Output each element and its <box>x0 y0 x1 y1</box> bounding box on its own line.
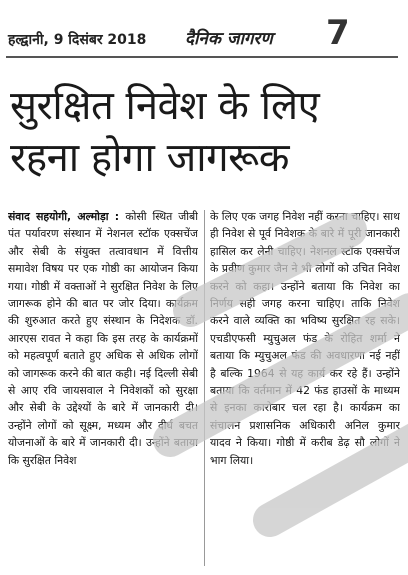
left-column-text: कोसी स्थित जीबी पंत पर्यावरण संस्थान में नेशनल स्टॉक एक्सचेंज और सेबी के संयुक्त तत्वावधान में वित्तीय समावेश विषय पर एक गोष्ठी का आयोजन किया गया। गोष्ठी में वक्ताओं ने सुरक्षित निवेश के लिए जागरूक होने की बात पर जोर दिया। कार्यक्रम की शुरुआत करते हुए संस्थान के निदेशक डॉ. आरएस रावत ने कहा कि इस तरह के कार्यक्रमों को महत्वपूर्ण बताते हुए अधिक से अधिक लोगों को जागरूक करने की बात कही। नई दिल्ली सेबी से आए रवि जायसवाल ने निवेशकों को सुरक्षा और सेबी के उद्देश्यों के बारे में जानकारी दी। उन्होंने लोगों को सूक्ष्म, मध्यम और दीर्घ बचत योजनाओं के बारे में जानकारी दी। उन्होंने बताया कि सुरक्षित निवेश <box>8 210 198 467</box>
edition-date: हल्द्वानी, 9 दिसंबर 2018 <box>8 32 147 48</box>
article-column-right <box>210 208 400 570</box>
masthead <box>0 0 408 70</box>
column-divider <box>204 210 205 566</box>
newspaper-name: दैनिक जागरण <box>185 29 273 49</box>
masthead-divider <box>6 56 398 58</box>
article-body <box>8 208 402 570</box>
article-headline: सुरक्षित निवेश के लिए रहना होगा जागरूक <box>10 83 320 181</box>
article-byline: संवाद सहयोगी, अल्मोड़ा : <box>8 210 126 223</box>
article-column-left <box>8 208 198 570</box>
right-column-text: के लिए एक जगह निवेश नहीं करना चाहिए। साथ ही निवेश से पूर्व निवेशक के बारे में पूरी जानकारी हासिल कर लेनी चाहिए। नेशनल स्टॉक एक्सचेंज के प्रवीण कुमार जैन ने भी लोगों को उचित निवेश करने को कहा। उन्होंने बताया कि निवेश का निर्णय सही जगह करना चाहिए। ताकि निवेश करने वाले व्यक्ति का भविष्य सुरक्षित रह सके। एचडीएफसी म्युचुअल फंड के रोहित शर्मा ने बताया कि म्युचुअल फंड की अवधारणा नई नहीं है बल्कि 1964 से यह कार्य कर रहे हैं। उन्होंने बताया कि वर्तमान में 42 फंड हाउसों के माध्यम से इनका कारोबार चल रहा है। कार्यक्रम का संचालन प्रशासनिक अधिकारी अनिल कुमार यादव ने किया। गोष्ठी में करीब डेढ़ सौ लोगों ने भाग लिया। <box>210 210 400 467</box>
page-number: 7 <box>326 13 350 53</box>
